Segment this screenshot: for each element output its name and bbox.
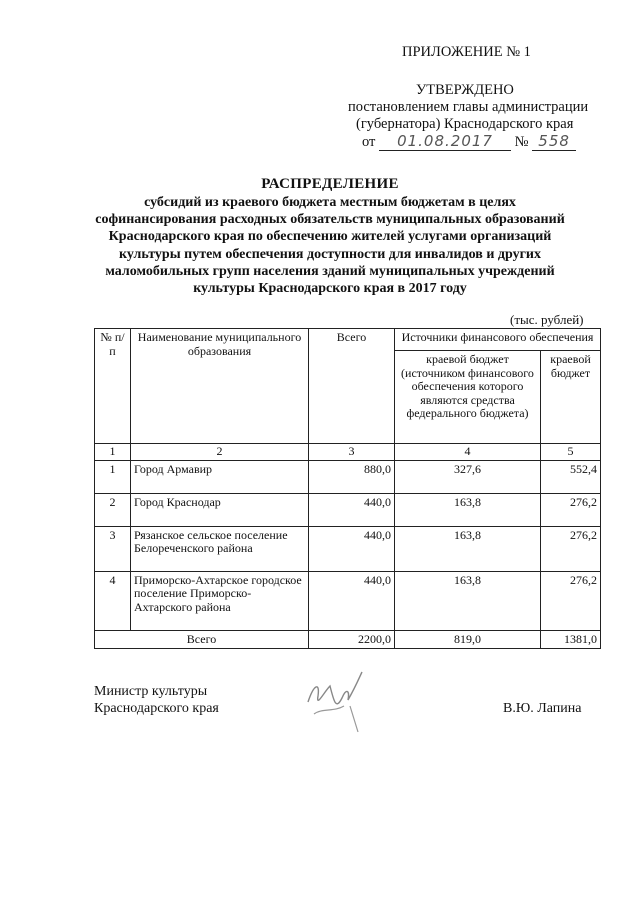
subtitle-line: софинансирования расходных обязательств муниципальных образований [95, 212, 565, 228]
totals-fed: 819,0 [395, 630, 541, 649]
subtitle-line: субсидий из краевого бюджета местным бюджетам в целях [144, 195, 516, 210]
row-name: Рязанское сельское поселение Белореченского района [131, 526, 309, 571]
signer-name: В.Ю. Лапина [503, 701, 582, 716]
header-total: Всего [309, 329, 395, 444]
header-name: Наименование муниципального образования [131, 329, 309, 444]
col-number: 5 [541, 444, 601, 461]
document-title: РАСПРЕДЕЛЕНИЕ [261, 176, 399, 192]
totals-reg: 1381,0 [541, 630, 601, 649]
totals-total: 2200,0 [309, 630, 395, 649]
row-fed: 163,8 [395, 526, 541, 571]
unit-label: (тыс. рублей) [510, 312, 584, 327]
header-num: № п/п [95, 329, 131, 444]
col-number: 4 [395, 444, 541, 461]
table-row [95, 460, 601, 493]
subtitle-line: культуры путем обеспечения доступности для инвалидов и других [118, 246, 541, 262]
row-num: 3 [95, 526, 131, 571]
header-regional-fed: краевой бюджет (источником финансового обеспечения которого являются средства федерального бюджета) [395, 351, 541, 444]
table-row [95, 493, 601, 526]
subtitle-line: Краснодарского края по обеспечению жителей услугами организаций [108, 229, 552, 245]
subtitle-line: маломобильных групп населения зданий муниципальных учреждений [105, 263, 555, 279]
distribution-table [94, 328, 601, 649]
signatory-position-1: Министр культуры [94, 684, 208, 699]
approval-date: 01.08.2017 [379, 133, 511, 151]
signature-stroke [308, 672, 362, 704]
document-subtitle [60, 194, 600, 297]
approval-line-1: постановлением главы администрации [348, 99, 589, 115]
date-prefix: от [362, 134, 376, 150]
row-fed: 327,6 [395, 460, 541, 493]
approval-date-line [362, 133, 576, 151]
row-total: 440,0 [309, 493, 395, 526]
col-number: 3 [309, 444, 395, 461]
table-row [95, 526, 601, 571]
approval-number: 558 [532, 133, 576, 151]
row-name: Приморско-Ахтарское городское поселение Приморско-Ахтарского района [131, 571, 309, 630]
column-number-row [95, 444, 601, 461]
totals-label: Всего [95, 630, 309, 649]
col-number: 2 [131, 444, 309, 461]
row-reg: 276,2 [541, 526, 601, 571]
row-total: 440,0 [309, 571, 395, 630]
row-name: Город Краснодар [131, 493, 309, 526]
row-reg: 276,2 [541, 571, 601, 630]
handwritten-signature [300, 662, 380, 742]
row-fed: 163,8 [395, 571, 541, 630]
row-total: 440,0 [309, 526, 395, 571]
number-prefix: № [514, 134, 529, 150]
row-num: 1 [95, 460, 131, 493]
row-reg: 552,4 [541, 460, 601, 493]
appendix-label: ПРИЛОЖЕНИЕ № 1 [402, 44, 531, 60]
signature-stroke [314, 706, 358, 732]
row-total: 880,0 [309, 460, 395, 493]
totals-row [95, 630, 601, 649]
header-sources: Источники финансового обеспечения [395, 329, 601, 351]
header-regional: краевой бюджет [541, 351, 601, 444]
subtitle-line: культуры Краснодарского края в 2017 году [193, 281, 467, 297]
row-reg: 276,2 [541, 493, 601, 526]
row-num: 4 [95, 571, 131, 630]
approved-label: УТВЕРЖДЕНО [416, 82, 514, 98]
row-fed: 163,8 [395, 493, 541, 526]
approval-line-2: (губернатора) Краснодарского края [356, 116, 574, 132]
table-header-row [95, 329, 601, 351]
signatory-position-2: Краснодарского края [94, 701, 219, 716]
table-row [95, 571, 601, 630]
row-num: 2 [95, 493, 131, 526]
col-number: 1 [95, 444, 131, 461]
row-name: Город Армавир [131, 460, 309, 493]
